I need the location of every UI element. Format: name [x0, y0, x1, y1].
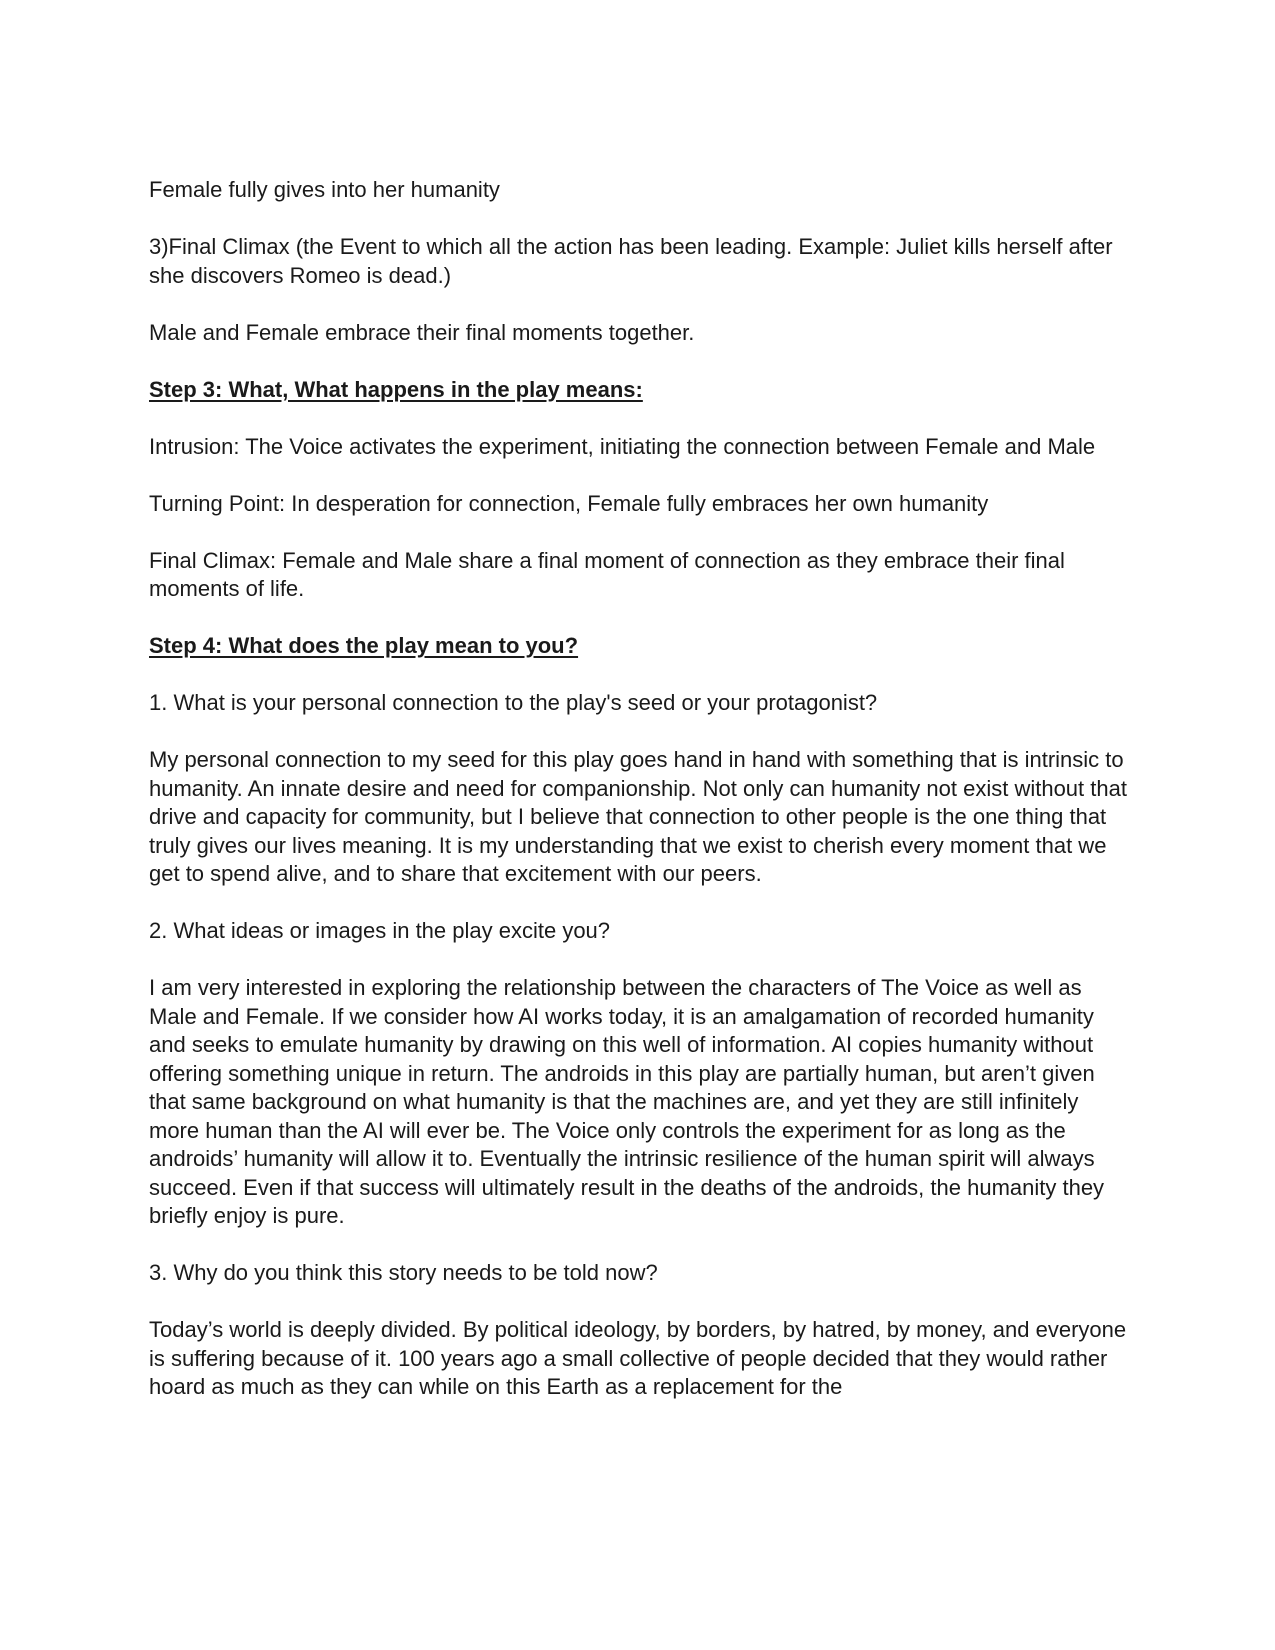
paragraph-female-humanity: Female fully gives into her humanity — [149, 177, 500, 202]
answer-3: Today’s world is deeply divided. By political ideology, by borders, by hatred, by money, and everyone is suffering because of it. 100 years ago a small collective of people decided that they would rather hoard as much as they can while on this Earth as a replacement for the — [149, 1317, 1127, 1399]
question-2: 2. What ideas or images in the play excite you? — [149, 918, 611, 943]
answer-1: My personal connection to my seed for this play goes hand in hand with something that is intrinsic to humanity. An innate desire and need for companionship. Not only can humanity not exist without that drive and capacity for community, but I believe that connection to other people is the one thing that truly gives our lives meaning. It is my understanding that we exist to cherish every moment that we get to spend alive, and to share that excitement with our peers. — [149, 747, 1127, 886]
heading-step-4: Step 4: What does the play mean to you? — [149, 633, 579, 658]
paragraph-final-climax-definition: 3)Final Climax (the Event to which all the action has been leading. Example: Juliet kills herself after she discovers Romeo is dead.) — [149, 234, 1113, 288]
paragraph-turning-point: Turning Point: In desperation for connection, Female fully embraces her own humanity — [149, 490, 989, 516]
heading-step-3: Step 3: What, What happens in the play means: — [149, 376, 643, 402]
document-body — [149, 176, 1134, 1430]
question-1: 1. What is your personal connection to the play's seed or your protagonist? — [149, 690, 878, 715]
paragraph-intrusion: Intrusion: The Voice activates the experiment, initiating the connection between Female and Male — [149, 433, 1096, 459]
answer-2: I am very interested in exploring the relationship between the characters of The Voice as well as Male and Female. If we consider how AI works today, it is an amalgamation of recorded humanity and seeks to emulate humanity by drawing on this well of information. AI copies humanity without offering something unique in return. The androids in this play are partially human, but aren’t given that same background on what humanity is that the machines are, and yet they are still infinitely more human than the AI will ever be. The Voice only controls the experiment for as long as the androids’ humanity will allow it to. Eventually the intrinsic resilience of the human spirit will always succeed. Even if that success will ultimately result in the deaths of the androids, the humanity they briefly enjoy is pure. — [149, 975, 1105, 1228]
paragraph-final-climax: Final Climax: Female and Male share a final moment of connection as they embrace their final moments of life. — [149, 547, 1065, 601]
paragraph-male-female-embrace: Male and Female embrace their final moments together. — [149, 319, 695, 345]
question-3: 3. Why do you think this story needs to be told now? — [149, 1260, 658, 1285]
